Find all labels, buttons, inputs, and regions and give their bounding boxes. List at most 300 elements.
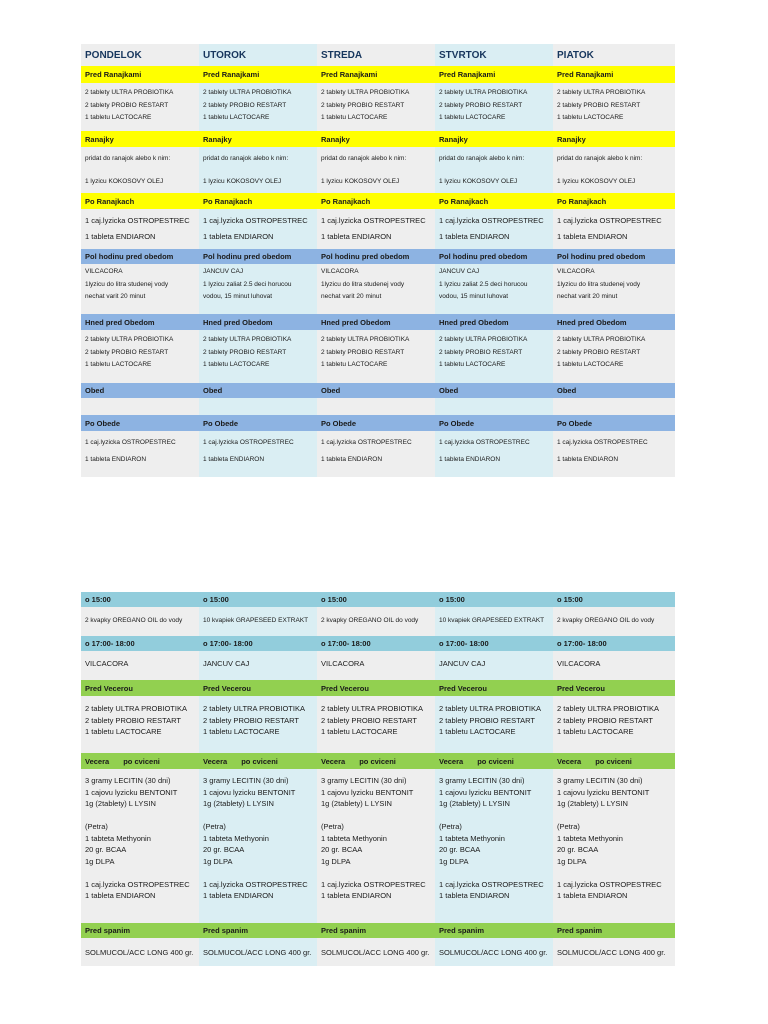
pred-vecerou-header-cell [81, 680, 199, 696]
po-ranajkach-header-cell [317, 193, 435, 209]
schedule-line: (Petra) [557, 822, 580, 831]
schedule-line [439, 810, 553, 822]
schedule-line: 2 tablety ULTRA PROBIOTIKA [557, 704, 659, 713]
schedule-line [557, 810, 675, 822]
schedule-line: 1 tabteta Methyonin [557, 833, 623, 843]
schedule-line [321, 810, 435, 822]
schedule-line: 1 caj.lyzicka OSTROPESTREC [85, 439, 176, 446]
schedule-line: 1 tableta ENDIARON [439, 455, 501, 463]
hned-pred-obedom-header-cell [317, 314, 435, 330]
pred-vecerou-header-cell [199, 680, 317, 696]
o1500-row-cell [199, 607, 317, 636]
schedule-line: 1g DLPA [439, 856, 469, 866]
po-obede-row [81, 431, 675, 477]
po-ranajkach-row-cell [553, 209, 675, 249]
schedule-line [203, 867, 317, 879]
section-label: Po Ranajkach [85, 196, 135, 206]
day-name: STREDA [321, 49, 363, 61]
pred-vecerou-row [81, 696, 675, 753]
schedule-line: 1 tabletu LACTOCARE [439, 361, 506, 368]
po-ranajkach-row-cell [317, 209, 435, 249]
schedule-line: pridat do ranajok alebo k nim: [439, 155, 525, 162]
schedule-line: 2 tablety ULTRA PROBIOTIKA [439, 89, 528, 96]
schedule-line: JANCUV CAJ [203, 268, 244, 275]
po-obede-row-cell [435, 431, 553, 477]
section-label: o 17:00- 18:00 [557, 639, 607, 648]
schedule-line: 1 caj.lyzicka OSTROPESTREC [439, 216, 544, 225]
schedule-line [439, 867, 553, 879]
section-sublabel: po cviceni [595, 756, 632, 766]
section-label: Pol hodinu pred obedom [203, 252, 292, 261]
hned-pred-obedom-row-cell [317, 330, 435, 383]
section-label: Vecera [557, 756, 582, 766]
po-obede-header-cell [81, 415, 199, 431]
schedule-line: 1 cajovu lyzicku BENTONIT [557, 787, 650, 797]
section-label: Vecera [203, 756, 228, 766]
day-name: UTOROK [203, 49, 247, 61]
schedule-line: 1 caj.lyzicka OSTROPESTREC [557, 216, 662, 225]
schedule-line: 2 tablety PROBIO RESTART [85, 715, 182, 725]
schedule-line: pridat do ranajok alebo k nim: [203, 155, 289, 162]
schedule-line: 2 tablety PROBIO RESTART [321, 715, 418, 725]
pol-hodinu-row-cell [199, 264, 317, 314]
section-label: Obed [321, 386, 341, 395]
schedule-line: 2 kvapky OREGANO OIL do vody [85, 617, 183, 624]
schedule-line: 2 tablety PROBIO RESTART [85, 101, 169, 109]
schedule-line: 2 tablety PROBIO RESTART [439, 715, 536, 725]
pred-spanim-row-cell [435, 938, 553, 966]
obed-header [81, 383, 675, 398]
section-label: o 15:00 [203, 595, 229, 604]
section-label: Pol hodinu pred obedom [321, 252, 410, 261]
obed-row-cell [199, 398, 317, 415]
weekly-schedule-bottom [81, 592, 675, 966]
schedule-line: (Petra) [321, 822, 344, 831]
section-label: Obed [85, 386, 105, 395]
pred-spanim-row-cell [317, 938, 435, 966]
o1500-header [81, 592, 675, 607]
po-ranajkach-row-cell [81, 209, 199, 249]
pred-vecerou-row-cell [553, 696, 675, 753]
o1700-row [81, 651, 675, 680]
pred-ranajkami-row [81, 83, 675, 131]
day-header-row [81, 44, 675, 66]
schedule-line: nechat varit 20 minut [85, 293, 146, 300]
schedule-line: VILCACORA [557, 268, 595, 275]
schedule-line: 1 lyzicu KOKOSOVY OLEJ [439, 177, 518, 185]
schedule-line: 1 tabletu LACTOCARE [557, 361, 624, 368]
hned-pred-obedom-row-cell [553, 330, 675, 383]
vecera-header-cell [81, 753, 199, 769]
section-label: Vecera [439, 756, 464, 766]
vecera-header-cell [553, 753, 675, 769]
schedule-line: SOLMUCOL/ACC LONG 400 gr. [321, 948, 430, 957]
schedule-line: 2 tablety ULTRA PROBIOTIKA [85, 336, 174, 343]
schedule-line: 1g DLPA [203, 856, 233, 866]
section-label: o 17:00- 18:00 [439, 639, 489, 648]
section-label: Ranajky [557, 134, 586, 144]
schedule-line: 1 tabletu LACTOCARE [203, 114, 270, 121]
vecera-header [81, 753, 675, 769]
day-name: STVRTOK [439, 49, 487, 61]
section-label: Pol hodinu pred obedom [439, 252, 528, 261]
schedule-line: 10 kvapiek GRAPESEED EXTRAKT [203, 617, 309, 624]
schedule-line [321, 867, 435, 879]
po-ranajkach-header-cell [435, 193, 553, 209]
schedule-line: 20 gr. BCAA [85, 845, 127, 854]
schedule-line: 1 lyzicu zaliat 2.5 deci horucou [203, 280, 292, 288]
ranajky-header-cell [81, 131, 199, 147]
hned-pred-obedom-row-cell [81, 330, 199, 383]
schedule-line: 2 tablety ULTRA PROBIOTIKA [321, 704, 423, 713]
section-label: Ranajky [203, 134, 232, 144]
section-label: Pred spanim [321, 926, 367, 935]
schedule-line: 1 tableta ENDIARON [557, 455, 619, 463]
pol-hodinu-row-cell [435, 264, 553, 314]
schedule-line: VILCACORA [557, 659, 601, 668]
schedule-line: 1g DLPA [321, 856, 351, 866]
schedule-line: 1 lyzicu KOKOSOVY OLEJ [85, 177, 164, 185]
schedule-line [85, 867, 199, 879]
pol-hodinu-row-cell [81, 264, 199, 314]
schedule-line: 1 tableta ENDIARON [203, 231, 274, 241]
obed-row [81, 398, 675, 415]
section-label: Vecera [321, 756, 346, 766]
schedule-line: 1 tableta ENDIARON [557, 231, 628, 241]
schedule-line: 1 cajovu lyzicku BENTONIT [85, 787, 178, 797]
section-label: Pred spanim [85, 926, 131, 935]
po-ranajkach-row-cell [199, 209, 317, 249]
o1700-row-cell [199, 651, 317, 680]
section-label: Pol hodinu pred obedom [85, 252, 174, 261]
section-label: Ranajky [321, 134, 350, 144]
schedule-line: 2 tablety ULTRA PROBIOTIKA [557, 336, 646, 343]
schedule-line: 2 tablety ULTRA PROBIOTIKA [321, 336, 410, 343]
pred-spanim-header [81, 923, 675, 938]
schedule-line: 2 tablety ULTRA PROBIOTIKA [85, 704, 187, 713]
section-label: Pred spanim [557, 926, 603, 935]
pred-ranajkami-header-cell [317, 66, 435, 83]
pred-spanim-header-cell [553, 923, 675, 938]
pred-spanim-header-cell [199, 923, 317, 938]
schedule-line: pridat do ranajok alebo k nim: [557, 155, 643, 162]
day-header-cell [317, 44, 435, 66]
section-label: Pol hodinu pred obedom [557, 252, 646, 261]
ranajky-row-cell [199, 147, 317, 193]
schedule-line: 3 gramy LECITIN (30 dni) [439, 776, 525, 785]
section-label: o 15:00 [85, 595, 111, 604]
schedule-line: 1g (2tablety) L LYSIN [203, 799, 274, 808]
hned-pred-obedom-row [81, 330, 675, 383]
obed-header-cell [435, 383, 553, 398]
schedule-line: (Petra) [203, 822, 226, 831]
section-label: Po Obede [203, 418, 239, 428]
section-label: Po Obede [439, 418, 475, 428]
section-label: Pred Vecerou [557, 683, 605, 693]
schedule-line: SOLMUCOL/ACC LONG 400 gr. [439, 948, 548, 957]
pol-hodinu-header-cell [81, 249, 199, 264]
schedule-line: 1 lyzicu KOKOSOVY OLEJ [203, 177, 282, 185]
hned-pred-obedom-header-cell [81, 314, 199, 330]
po-ranajkach-header-cell [199, 193, 317, 209]
vecera-row [81, 769, 675, 923]
pred-ranajkami-header [81, 66, 675, 83]
po-obede-header-cell [553, 415, 675, 431]
pol-hodinu-header [81, 249, 675, 264]
schedule-line: 2 tablety PROBIO RESTART [557, 348, 641, 356]
pred-ranajkami-header-cell [81, 66, 199, 83]
schedule-line: SOLMUCOL/ACC LONG 400 gr. [557, 948, 666, 957]
schedule-line: 1lyzicu do litra studenej vody [321, 280, 405, 288]
schedule-line: 3 gramy LECITIN (30 dni) [321, 776, 407, 785]
schedule-line: 20 gr. BCAA [203, 845, 245, 854]
section-sublabel: po cviceni [241, 756, 278, 766]
section-label: Pred Vecerou [439, 683, 487, 693]
section-label: Ranajky [439, 134, 468, 144]
o1700-header-cell [435, 636, 553, 651]
schedule-line [85, 810, 199, 822]
schedule-line: 2 kvapky OREGANO OIL do vody [557, 617, 655, 624]
po-ranajkach-header [81, 193, 675, 209]
hned-pred-obedom-row-cell [199, 330, 317, 383]
schedule-line: 2 tablety PROBIO RESTART [321, 348, 405, 356]
hned-pred-obedom-header-cell [553, 314, 675, 330]
hned-pred-obedom-header-cell [435, 314, 553, 330]
schedule-line: 2 tablety ULTRA PROBIOTIKA [321, 89, 410, 96]
ranajky-row-cell [317, 147, 435, 193]
schedule-line: vodou, 15 minut luhovat [203, 293, 273, 300]
schedule-line: 20 gr. BCAA [439, 845, 481, 854]
schedule-line: 2 tablety PROBIO RESTART [203, 348, 287, 356]
schedule-line: 1lyzicu do litra studenej vody [85, 280, 169, 288]
section-label: Ranajky [85, 134, 114, 144]
po-obede-row-cell [317, 431, 435, 477]
po-obede-row-cell [553, 431, 675, 477]
section-label: Pred Ranajkami [557, 70, 614, 79]
pred-vecerou-row-cell [199, 696, 317, 753]
o1700-header-cell [199, 636, 317, 651]
schedule-line: 2 tablety ULTRA PROBIOTIKA [85, 89, 174, 96]
pred-spanim-row [81, 938, 675, 966]
obed-row-cell [317, 398, 435, 415]
schedule-line [557, 867, 675, 879]
schedule-line: 1 tabletu LACTOCARE [321, 114, 388, 121]
obed-header-cell [553, 383, 675, 398]
schedule-line: 1 tabteta Methyonin [203, 833, 269, 843]
schedule-line: 2 tablety ULTRA PROBIOTIKA [439, 336, 528, 343]
schedule-line: 1 tabletu LACTOCARE [557, 114, 624, 121]
schedule-line: 1 tableta ENDIARON [321, 455, 383, 463]
po-ranajkach-header-cell [81, 193, 199, 209]
schedule-line: 20 gr. BCAA [321, 845, 363, 854]
day-header-cell [199, 44, 317, 66]
pred-ranajkami-row-cell [199, 83, 317, 131]
schedule-line: 2 tablety ULTRA PROBIOTIKA [439, 704, 541, 713]
schedule-line: 10 kvapiek GRAPESEED EXTRAKT [439, 617, 545, 624]
schedule-line: 2 tablety PROBIO RESTART [557, 101, 641, 109]
obed-row-cell [81, 398, 199, 415]
section-label: Po Ranajkach [557, 196, 607, 206]
section-label: Obed [557, 386, 577, 395]
schedule-line: 1 tabletu LACTOCARE [557, 727, 634, 736]
po-obede-header [81, 415, 675, 431]
schedule-line: 1 caj.lyzicka OSTROPESTREC [557, 879, 662, 889]
hned-pred-obedom-header-cell [199, 314, 317, 330]
o1700-row-cell [435, 651, 553, 680]
schedule-line: 1 lyzicu zaliat 2.5 deci horucou [439, 280, 528, 288]
schedule-line: 1 tableta ENDIARON [557, 891, 628, 900]
day-name: PONDELOK [85, 49, 142, 61]
schedule-line: 2 tablety PROBIO RESTART [439, 348, 523, 356]
schedule-line: 1g DLPA [557, 856, 587, 866]
hned-pred-obedom-header [81, 314, 675, 330]
ranajky-row-cell [553, 147, 675, 193]
pred-vecerou-header-cell [317, 680, 435, 696]
schedule-line: 2 tablety PROBIO RESTART [85, 348, 169, 356]
section-sublabel: po cviceni [477, 756, 514, 766]
vecera-row-cell [81, 769, 199, 923]
schedule-line: 2 tablety PROBIO RESTART [203, 101, 287, 109]
pred-vecerou-header-cell [553, 680, 675, 696]
vecera-header-cell [435, 753, 553, 769]
schedule-line: 1 tableta ENDIARON [85, 891, 156, 900]
pred-vecerou-header [81, 680, 675, 696]
schedule-line: (Petra) [439, 822, 462, 831]
schedule-line: 1 tabletu LACTOCARE [85, 361, 152, 368]
schedule-line: 1 cajovu lyzicku BENTONIT [203, 787, 296, 797]
schedule-line: JANCUV CAJ [439, 268, 480, 275]
schedule-line: VILCACORA [85, 268, 123, 275]
o1500-row-cell [553, 607, 675, 636]
pred-ranajkami-row-cell [435, 83, 553, 131]
section-label: o 15:00 [321, 595, 347, 604]
o1500-row-cell [81, 607, 199, 636]
po-obede-row-cell [81, 431, 199, 477]
schedule-line: VILCACORA [321, 268, 359, 275]
schedule-line: SOLMUCOL/ACC LONG 400 gr. [203, 948, 312, 957]
schedule-line: 1 tableta ENDIARON [321, 891, 392, 900]
ranajky-header [81, 131, 675, 147]
hned-pred-obedom-row-cell [435, 330, 553, 383]
section-label: Pred Vecerou [85, 683, 133, 693]
schedule-line: 3 gramy LECITIN (30 dni) [557, 776, 643, 785]
schedule-line: vodou, 15 minut luhovat [439, 293, 509, 300]
obed-row-cell [553, 398, 675, 415]
schedule-line: 1 tabletu LACTOCARE [321, 361, 388, 368]
section-label: Po Ranajkach [321, 196, 371, 206]
section-label: Hned pred Obedom [203, 317, 273, 327]
po-obede-row-cell [199, 431, 317, 477]
o1500-row [81, 607, 675, 636]
schedule-line: 1 caj.lyzicka OSTROPESTREC [439, 439, 530, 446]
schedule-line: pridat do ranajok alebo k nim: [321, 155, 407, 162]
day-header-cell [81, 44, 199, 66]
pred-ranajkami-header-cell [553, 66, 675, 83]
schedule-line: 1 tabteta Methyonin [439, 833, 505, 843]
schedule-line: JANCUV CAJ [439, 659, 486, 668]
o1500-header-cell [81, 592, 199, 607]
schedule-line: 2 tablety PROBIO RESTART [203, 715, 300, 725]
schedule-line: 1 lyzicu KOKOSOVY OLEJ [557, 177, 636, 185]
o1700-row-cell [553, 651, 675, 680]
ranajky-header-cell [435, 131, 553, 147]
schedule-line: 1 tableta ENDIARON [321, 231, 392, 241]
schedule-line: 3 gramy LECITIN (30 dni) [203, 776, 289, 785]
o1700-header-cell [317, 636, 435, 651]
o1500-row-cell [317, 607, 435, 636]
day-header-cell [553, 44, 675, 66]
vecera-row-cell [553, 769, 675, 923]
pred-spanim-row-cell [81, 938, 199, 966]
schedule-line: 1 caj.lyzicka OSTROPESTREC [203, 879, 308, 889]
section-label: Hned pred Obedom [85, 317, 155, 327]
schedule-line: 2 kvapky OREGANO OIL do vody [321, 617, 419, 624]
po-ranajkach-header-cell [553, 193, 675, 209]
schedule-line: 1g (2tablety) L LYSIN [557, 799, 628, 808]
po-ranajkach-row [81, 209, 675, 249]
schedule-line: 1 cajovu lyzicku BENTONIT [321, 787, 414, 797]
section-label: Hned pred Obedom [439, 317, 509, 327]
section-label: Hned pred Obedom [557, 317, 627, 327]
section-label: Pred Ranajkami [439, 70, 496, 79]
schedule-line: 1 tabletu LACTOCARE [85, 727, 162, 736]
obed-header-cell [199, 383, 317, 398]
o1700-header-cell [553, 636, 675, 651]
po-obede-header-cell [435, 415, 553, 431]
pol-hodinu-header-cell [199, 249, 317, 264]
weekly-schedule-top [81, 44, 675, 477]
o1500-row-cell [435, 607, 553, 636]
section-label: o 17:00- 18:00 [321, 639, 371, 648]
schedule-line: JANCUV CAJ [203, 659, 250, 668]
obed-header-cell [81, 383, 199, 398]
schedule-line: 1 tabletu LACTOCARE [203, 361, 270, 368]
pred-spanim-row-cell [553, 938, 675, 966]
schedule-line: 2 tablety ULTRA PROBIOTIKA [203, 704, 305, 713]
pred-ranajkami-row-cell [81, 83, 199, 131]
vecera-row-cell [435, 769, 553, 923]
schedule-line: 1 tabletu LACTOCARE [439, 114, 506, 121]
pol-hodinu-row-cell [553, 264, 675, 314]
schedule-line: 1 tableta ENDIARON [439, 231, 510, 241]
schedule-line: 2 tablety PROBIO RESTART [439, 101, 523, 109]
vecera-header-cell [317, 753, 435, 769]
ranajky-row-cell [435, 147, 553, 193]
schedule-line: 1g DLPA [85, 856, 115, 866]
schedule-line: 1 caj.lyzicka OSTROPESTREC [439, 879, 544, 889]
pol-hodinu-header-cell [553, 249, 675, 264]
o1500-header-cell [553, 592, 675, 607]
schedule-line: 1 caj.lyzicka OSTROPESTREC [557, 439, 648, 446]
schedule-line: 1 tableta ENDIARON [203, 891, 274, 900]
section-label: Hned pred Obedom [321, 317, 391, 327]
schedule-line: 2 tablety ULTRA PROBIOTIKA [557, 89, 646, 96]
day-name: PIATOK [557, 49, 594, 61]
schedule-line: 1g (2tablety) L LYSIN [85, 799, 156, 808]
schedule-line: 1 caj.lyzicka OSTROPESTREC [203, 439, 294, 446]
schedule-line: nechat varit 20 minut [321, 293, 382, 300]
schedule-line: 1 tabteta Methyonin [85, 833, 151, 843]
schedule-line: 2 tablety PROBIO RESTART [321, 101, 405, 109]
schedule-line: 2 tablety ULTRA PROBIOTIKA [203, 336, 292, 343]
pred-vecerou-header-cell [435, 680, 553, 696]
schedule-line: VILCACORA [85, 659, 129, 668]
pred-ranajkami-header-cell [199, 66, 317, 83]
section-label: Obed [439, 386, 459, 395]
pred-spanim-row-cell [199, 938, 317, 966]
schedule-line: VILCACORA [321, 659, 365, 668]
po-ranajkach-row-cell [435, 209, 553, 249]
